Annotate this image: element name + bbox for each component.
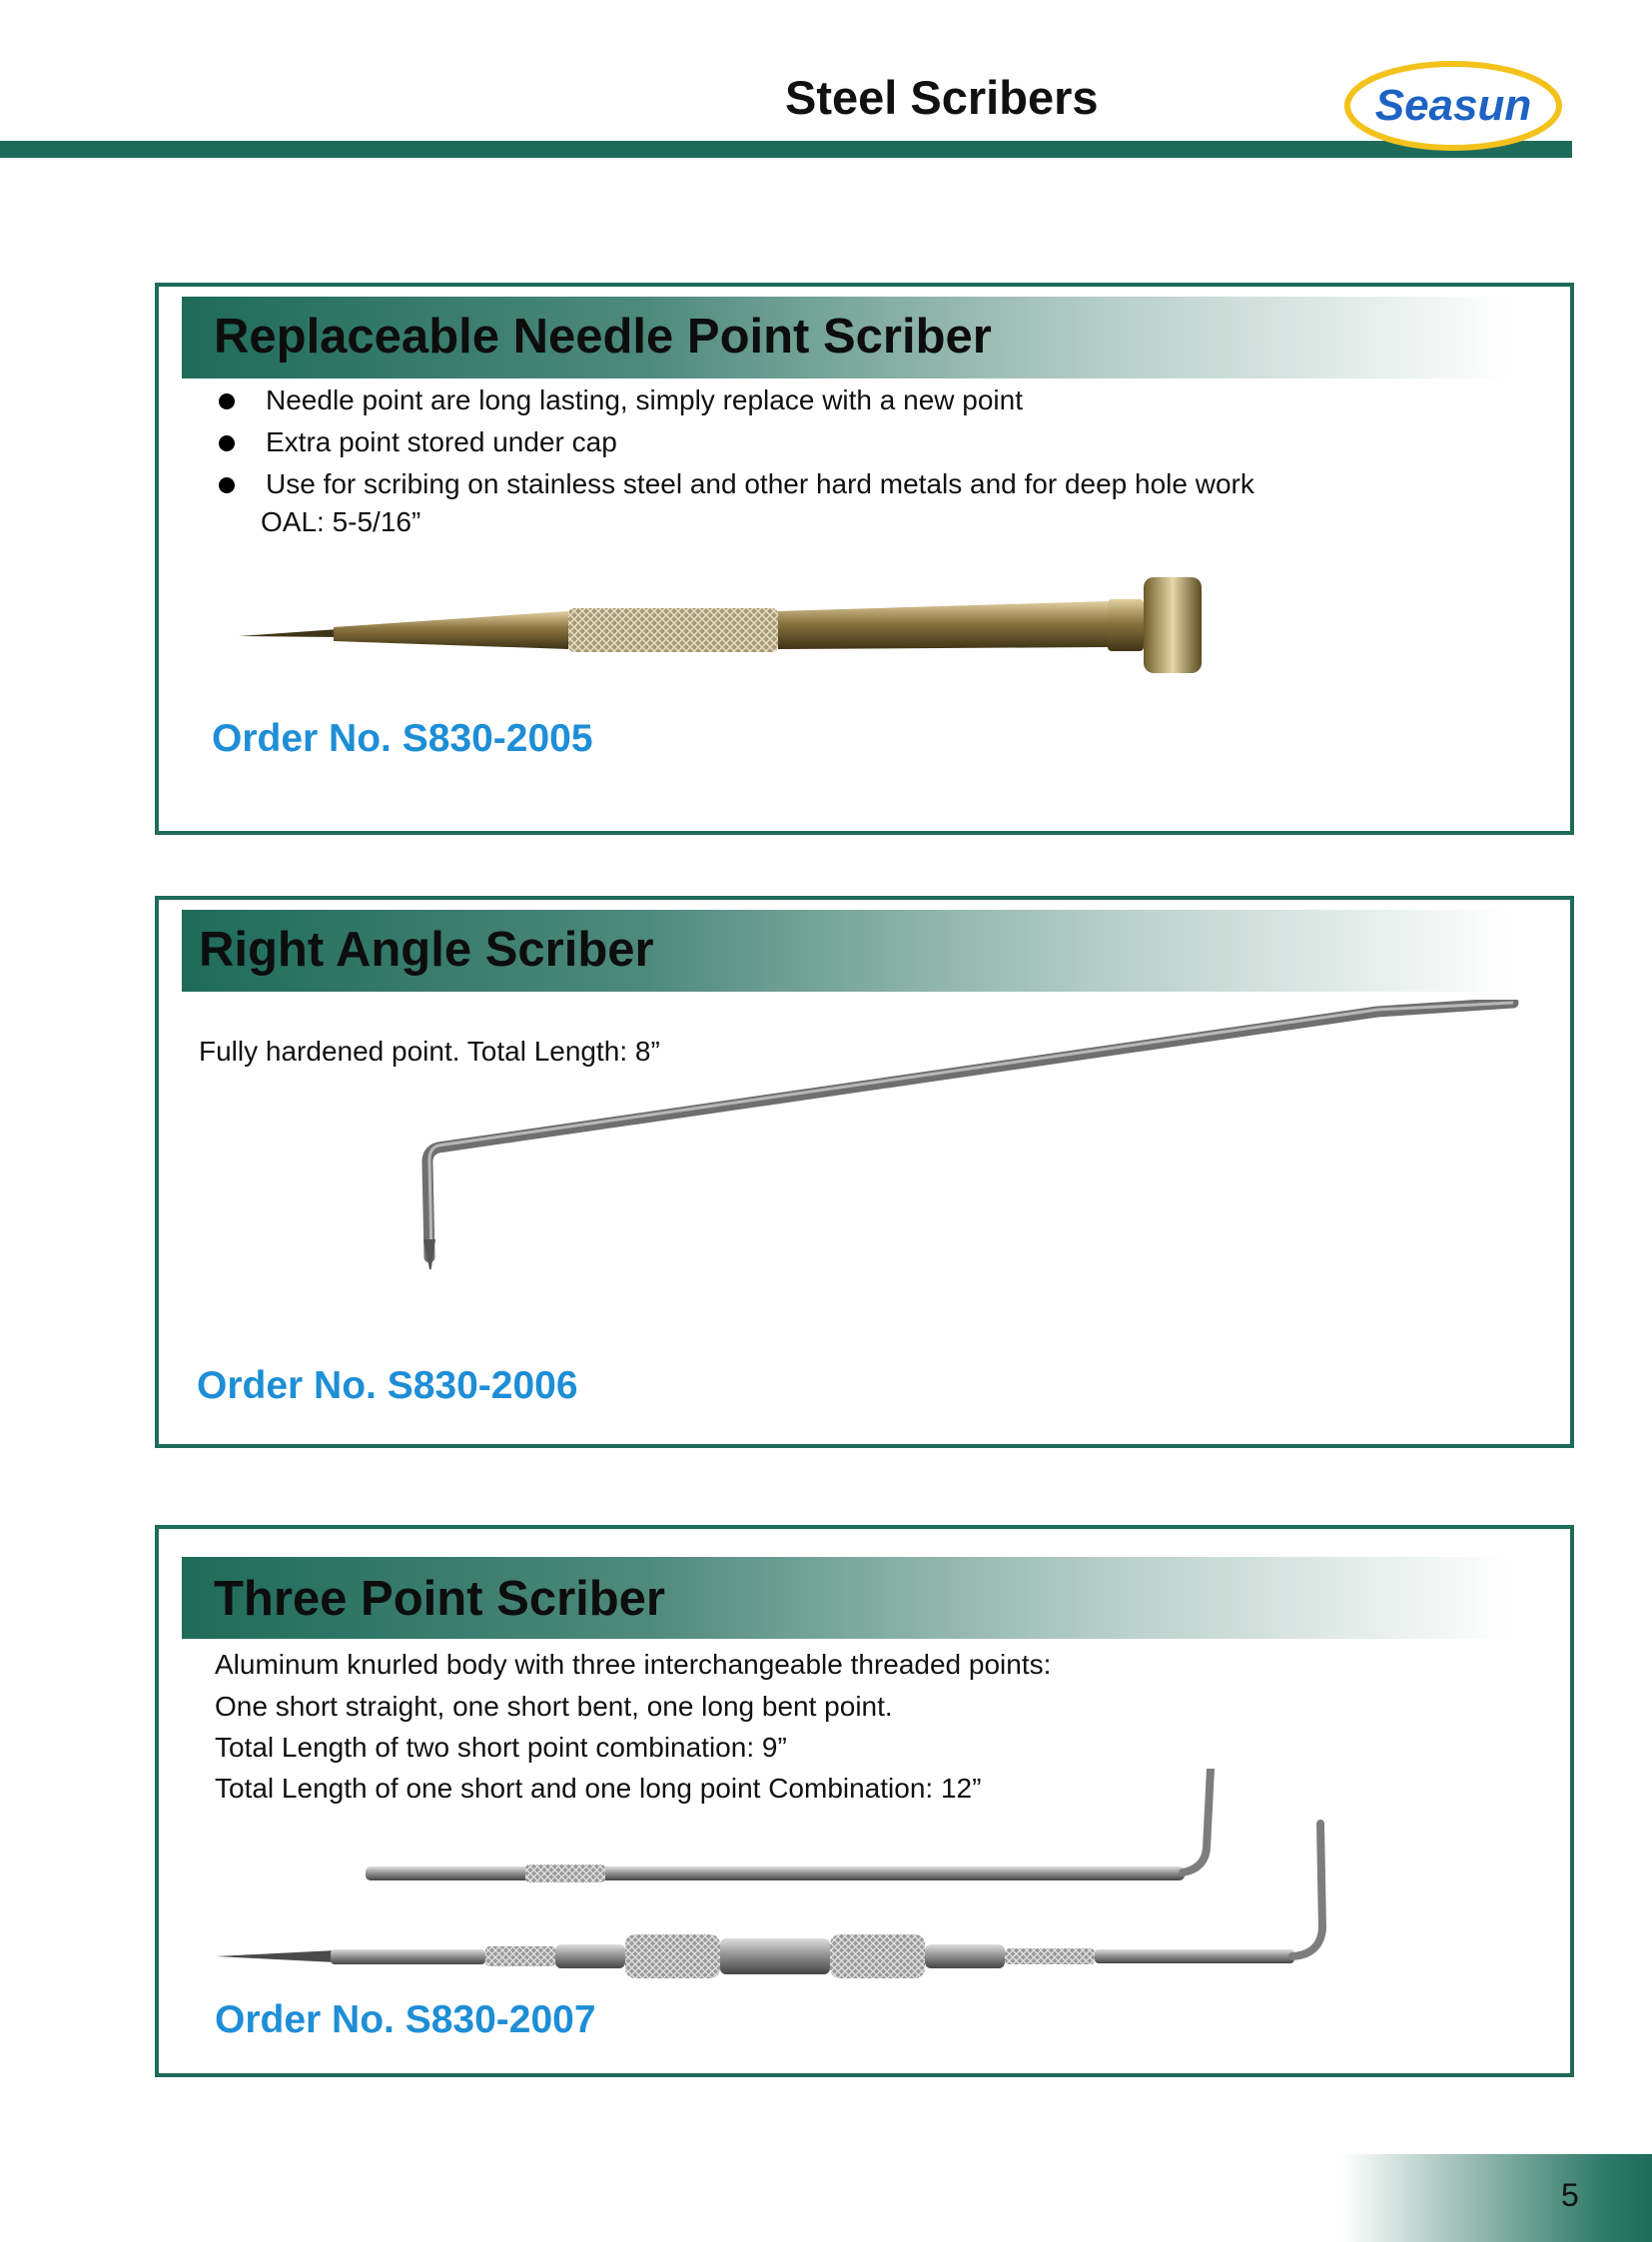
description-line: Total Length of one short and one long point Combination: 12” — [215, 1773, 982, 1804]
three-point-scriber-image — [216, 1769, 1534, 1998]
bullet-icon — [219, 477, 235, 493]
order-number: Order No. S830-2006 — [197, 1364, 578, 1407]
seasun-logo — [1341, 58, 1565, 154]
description-line: One short straight, one short bent, one long bent point. — [215, 1691, 893, 1722]
product-title: Replaceable Needle Point Scriber — [214, 310, 992, 364]
product-panel-three-point — [155, 1525, 1574, 2077]
needle-point-scriber-image — [239, 571, 1537, 691]
order-number: Order No. S830-2005 — [212, 717, 593, 760]
product-spec: OAL: 5-5/16” — [261, 506, 421, 537]
description-line: Aluminum knurled body with three interchangeable threaded points: — [215, 1649, 1052, 1680]
page-tab — [1341, 2154, 1652, 2242]
product-description: Fully hardened point. Total Length: 8” — [199, 1036, 660, 1067]
bullet-icon — [219, 393, 235, 409]
feature-item: Extra point stored under cap — [219, 421, 1254, 463]
logo-text: Seasun — [1374, 81, 1532, 130]
product-panel-right-angle — [155, 896, 1574, 1448]
description-line: Total Length of two short point combination: 9” — [215, 1732, 787, 1763]
product-title: Right Angle Scriber — [199, 923, 654, 977]
feature-item: Needle point are long lasting, simply replace with a new point — [219, 379, 1254, 421]
feature-list — [219, 379, 1254, 505]
bullet-icon — [219, 435, 235, 451]
product-panel-needle-point — [155, 283, 1574, 835]
page-title: Steel Scribers — [785, 71, 1099, 124]
page-number: 5 — [1561, 2177, 1579, 2213]
feature-item: Use for scribing on stainless steel and other hard metals and for deep hole work — [219, 463, 1254, 505]
product-title: Three Point Scriber — [214, 1572, 666, 1626]
right-angle-scriber-image — [329, 1000, 1527, 1269]
header-bar — [0, 141, 1572, 158]
order-number: Order No. S830-2007 — [215, 1998, 596, 2041]
